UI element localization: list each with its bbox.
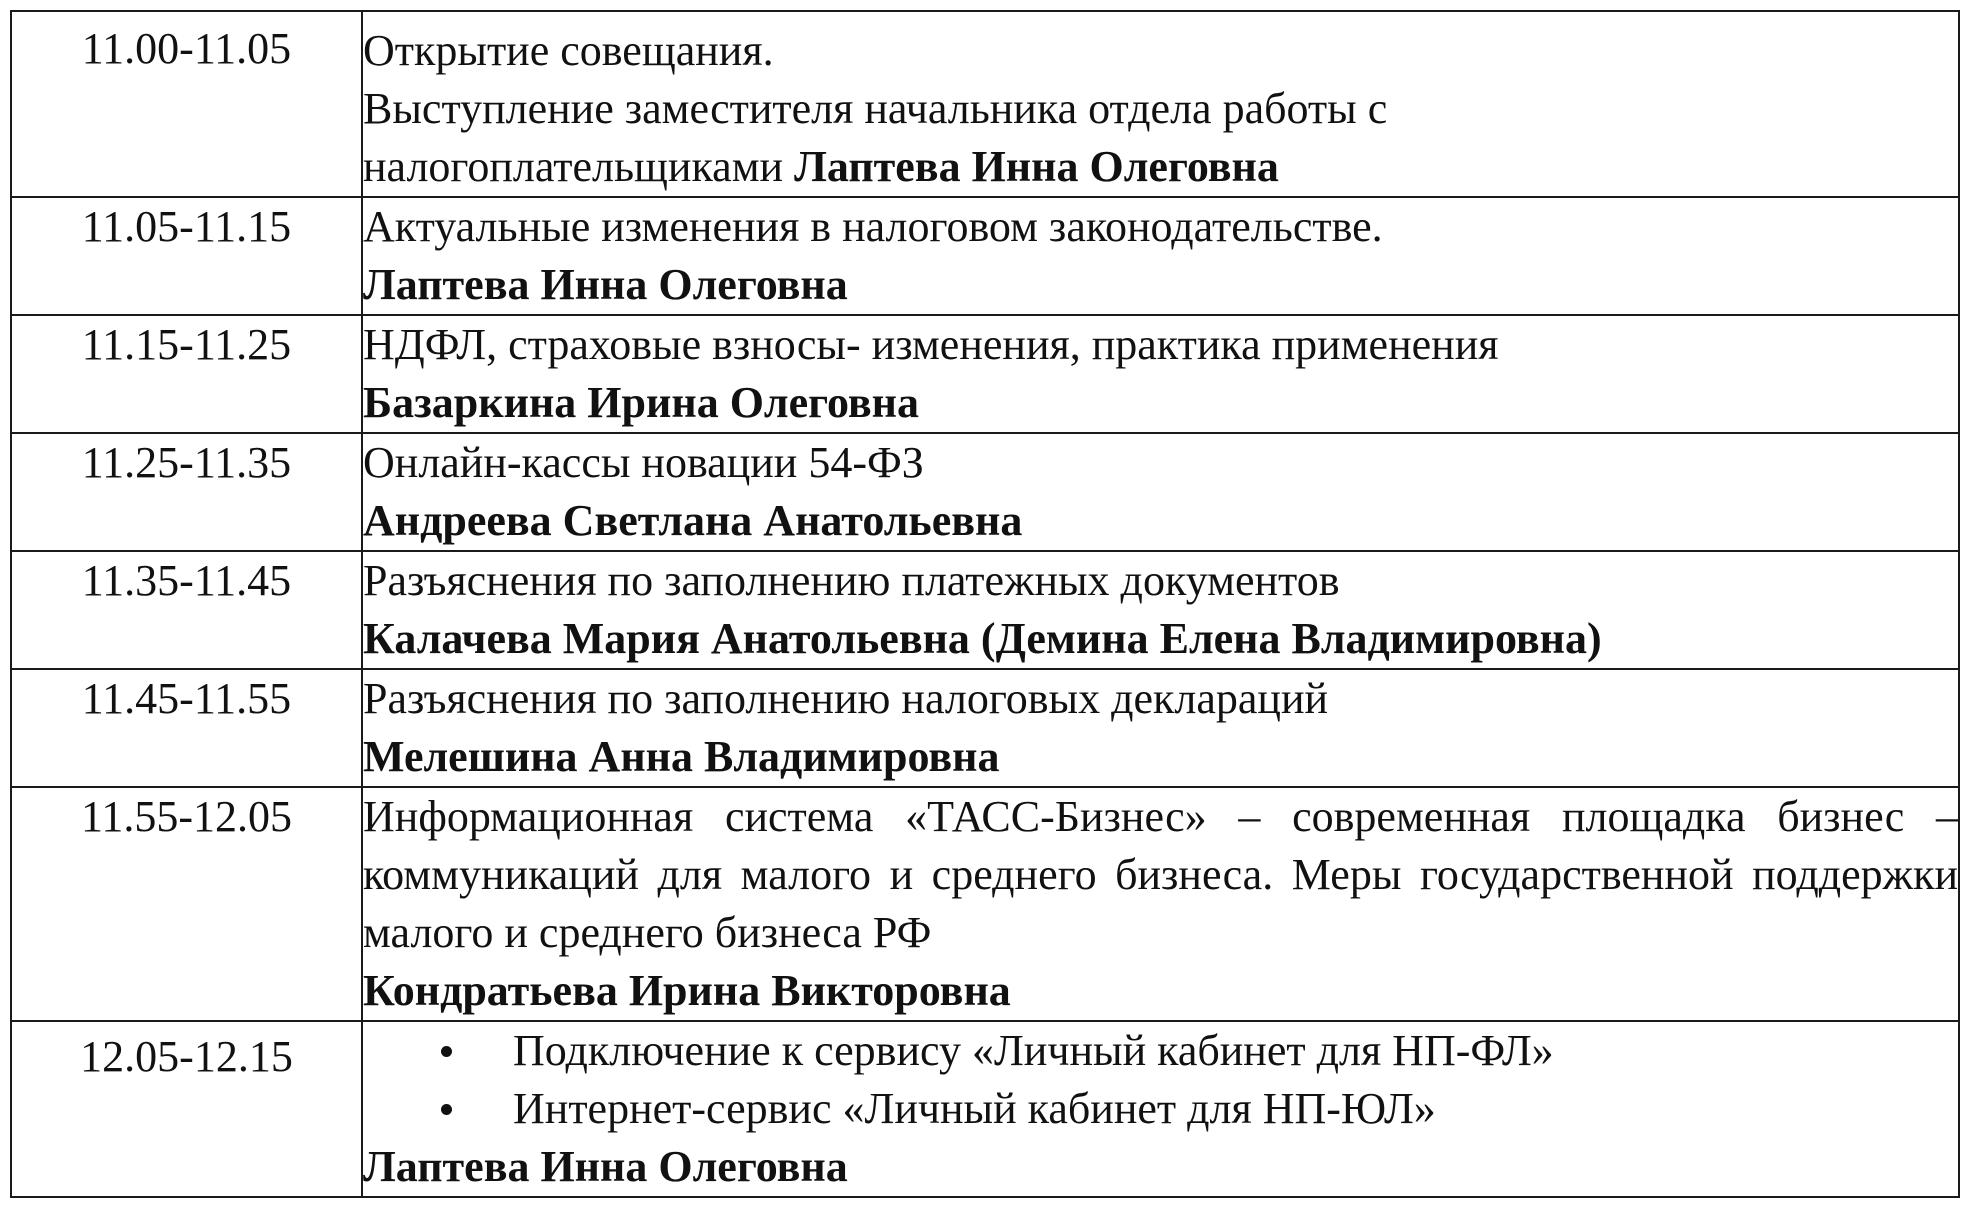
agenda-document <box>10 10 1958 1198</box>
time-slot: 12.05-12.15 <box>80 1032 293 1081</box>
time-slot: 11.00-11.05 <box>81 24 292 73</box>
topic-line-prefix: налогоплательщиками <box>363 142 784 191</box>
bullet-item <box>363 1022 1958 1080</box>
topic-paragraph: Информационная система «ТАСС-Бизнес» – современная площадка бизнес – коммуникаций для малого и среднего бизнеса. Меры государственной поддержки малого и среднего бизнеса РФ <box>363 792 1958 957</box>
topic-line: Выступление заместителя начальника отдела работы с <box>363 84 1388 133</box>
agenda-row <box>11 315 1959 433</box>
topic-cell <box>362 315 1959 433</box>
topic-cell <box>362 11 1959 197</box>
time-cell <box>11 1021 362 1197</box>
topic-line: Актуальные изменения в налоговом законодательстве. <box>363 202 1383 251</box>
agenda-row <box>11 11 1959 197</box>
topic-line: Открытие совещания. <box>363 26 774 75</box>
time-cell <box>11 197 362 315</box>
bullet-list <box>363 1022 1958 1138</box>
agenda-row <box>11 433 1959 551</box>
topic-line: Онлайн-кассы новации 54-ФЗ <box>363 438 924 487</box>
time-cell <box>11 11 362 197</box>
time-slot: 11.05-11.15 <box>81 202 292 251</box>
time-cell <box>11 433 362 551</box>
time-slot: 11.35-11.45 <box>81 556 292 605</box>
topic-line: Разъяснения по заполнению налоговых деклараций <box>363 674 1329 723</box>
topic-line-with-speaker <box>363 138 1958 196</box>
speaker-name: Лаптева Инна Олеговна <box>363 260 848 309</box>
topic-cell <box>362 551 1959 669</box>
topic-cell <box>362 669 1959 787</box>
agenda-row <box>11 551 1959 669</box>
bullet-text: Интернет-сервис «Личный кабинет для НП-ЮЛ» <box>513 1084 1436 1133</box>
topic-cell <box>362 787 1959 1021</box>
time-slot: 11.45-11.55 <box>81 674 292 723</box>
speaker-name: Калачева Мария Анатольевна (Демина Елена Владимировна) <box>363 614 1602 663</box>
topic-cell <box>362 197 1959 315</box>
bullet-text: Подключение к сервису «Личный кабинет для НП-ФЛ» <box>513 1026 1554 1075</box>
time-cell <box>11 551 362 669</box>
bullet-dot-icon <box>441 1104 452 1115</box>
bullet-dot-icon <box>441 1046 452 1057</box>
speaker-name: Базаркина Ирина Олеговна <box>363 378 920 427</box>
time-slot: 11.55-12.05 <box>80 792 293 841</box>
agenda-table <box>10 10 1960 1198</box>
speaker-name: Лаптева Инна Олеговна <box>794 142 1279 191</box>
time-cell <box>11 787 362 1021</box>
speaker-name: Мелешина Анна Владимировна <box>363 732 1000 781</box>
topic-line: НДФЛ, страховые взносы- изменения, практика применения <box>363 320 1499 369</box>
time-slot: 11.15-11.25 <box>81 320 292 369</box>
speaker-name: Лаптева Инна Олеговна <box>363 1142 848 1191</box>
agenda-row <box>11 669 1959 787</box>
topic-line: Разъяснения по заполнению платежных документов <box>363 556 1340 605</box>
agenda-row <box>11 1021 1959 1197</box>
agenda-row <box>11 787 1959 1021</box>
agenda-row <box>11 197 1959 315</box>
speaker-name: Андреева Светлана Анатольевна <box>363 496 1023 545</box>
time-cell <box>11 669 362 787</box>
bullet-item <box>363 1080 1958 1138</box>
topic-cell <box>362 433 1959 551</box>
speaker-name: Кондратьева Ирина Викторовна <box>363 966 1011 1015</box>
time-slot: 11.25-11.35 <box>81 438 292 487</box>
time-cell <box>11 315 362 433</box>
topic-cell <box>362 1021 1959 1197</box>
